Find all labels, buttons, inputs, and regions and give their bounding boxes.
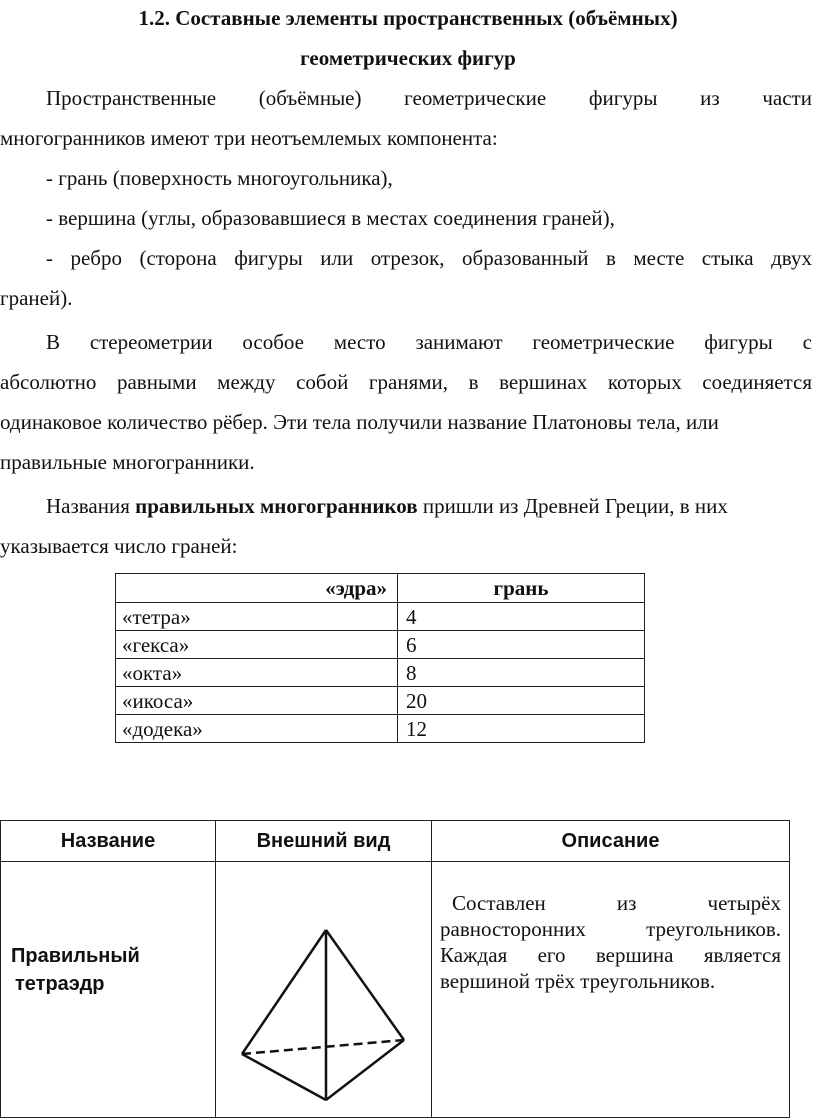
solid-name-cell <box>1 862 216 1118</box>
para3-bold-term: правильных многогранников <box>135 494 418 518</box>
header-name: Название <box>1 821 216 862</box>
table-row <box>116 631 645 659</box>
section-heading-line1: 1.2. Составные элементы пространственных (объёмных) <box>138 6 678 30</box>
word: образованный <box>462 246 589 270</box>
solid-appearance-cell <box>216 862 432 1118</box>
faces-cell: 4 <box>398 603 645 631</box>
word: - <box>46 246 53 270</box>
table-row <box>1 862 790 1118</box>
prefix-cell: «тетра» <box>116 603 398 631</box>
prefix-table <box>115 573 645 743</box>
word: соединяется <box>702 370 812 394</box>
word: отрезок, <box>370 246 445 270</box>
faces-cell: 6 <box>398 631 645 659</box>
word: особое <box>242 330 304 354</box>
header-description: Описание <box>432 821 790 862</box>
table-header-row <box>116 574 645 603</box>
word: гранями, <box>368 370 449 394</box>
word: стыка <box>701 246 754 270</box>
list-item-face: - грань (поверхность многоугольника), <box>46 166 393 190</box>
word: части <box>762 86 812 110</box>
word: или <box>320 246 354 270</box>
word: из <box>700 86 720 110</box>
word: (объёмные) <box>258 86 362 110</box>
word: равными <box>116 370 197 394</box>
table-row <box>116 659 645 687</box>
word: занимают <box>415 330 503 354</box>
word: собой <box>296 370 349 394</box>
faces-cell: 12 <box>398 715 645 743</box>
word: фигуры <box>588 86 658 110</box>
header-appearance: Внешний вид <box>216 821 432 862</box>
word: с <box>802 330 812 354</box>
word: место <box>333 330 386 354</box>
para3-suffix: пришли из Древней Греции, в них <box>417 494 728 518</box>
prefix-cell: «гекса» <box>116 631 398 659</box>
prefix-cell: «додека» <box>116 715 398 743</box>
para3-prefix: Названия <box>46 494 136 518</box>
word: ребро <box>70 246 122 270</box>
word: фигуры <box>704 330 773 354</box>
faces-cell: 20 <box>398 687 645 715</box>
solids-table <box>0 820 790 1118</box>
word: двух <box>771 246 812 270</box>
prefix-cell: «икоса» <box>116 687 398 715</box>
para1-line1 <box>0 86 816 110</box>
table-header-row <box>1 821 790 862</box>
section-heading-line2: геометрических фигур <box>300 46 516 70</box>
solid-description: Составлен из четырёх равносторонних треугольников. Каждая его вершина является вершиной трёх треугольников. <box>440 891 781 993</box>
para1-line2: многогранников имеют три неотъемлемых компонента: <box>0 126 498 150</box>
para2-line1 <box>0 330 816 354</box>
word: месте <box>633 246 685 270</box>
faces-cell: 8 <box>398 659 645 687</box>
word: вершинах <box>499 370 588 394</box>
solid-name-line1: Правильный <box>11 945 140 967</box>
table-row <box>116 603 645 631</box>
tetrahedron-icon <box>216 862 430 1102</box>
list-item-edge-line1 <box>0 246 816 270</box>
word: между <box>217 370 276 394</box>
word: которых <box>607 370 682 394</box>
word: в <box>468 370 479 394</box>
word: геометрические <box>404 86 547 110</box>
table-row <box>116 687 645 715</box>
word: стереометрии <box>89 330 213 354</box>
para3-line2: указывается число граней: <box>0 534 238 558</box>
word: в <box>605 246 616 270</box>
word: В <box>46 330 61 354</box>
list-item-edge-line2: граней). <box>0 286 73 310</box>
word: (сторона <box>139 246 217 270</box>
word: Пространственные <box>46 86 217 110</box>
solid-description-cell <box>432 862 790 1118</box>
header-edra: «эдра» <box>116 574 398 603</box>
para2-line4: правильные многогранники. <box>0 450 255 474</box>
list-item-vertex: - вершина (углы, образовавшиеся в местах соединения граней), <box>46 206 615 230</box>
word: абсолютно <box>0 370 97 394</box>
prefix-cell: «окта» <box>116 659 398 687</box>
para2-line2 <box>0 370 816 394</box>
para2-line3: одинаковое количество рёбер. Эти тела получили название Платоновы тела, или <box>0 410 719 434</box>
word: фигуры <box>234 246 303 270</box>
word: геометрические <box>532 330 675 354</box>
solid-name <box>11 942 140 998</box>
para3-line1 <box>0 494 816 518</box>
table-row <box>116 715 645 743</box>
header-faces: грань <box>398 574 645 603</box>
solid-name-line2: тетраэдр <box>15 973 105 995</box>
